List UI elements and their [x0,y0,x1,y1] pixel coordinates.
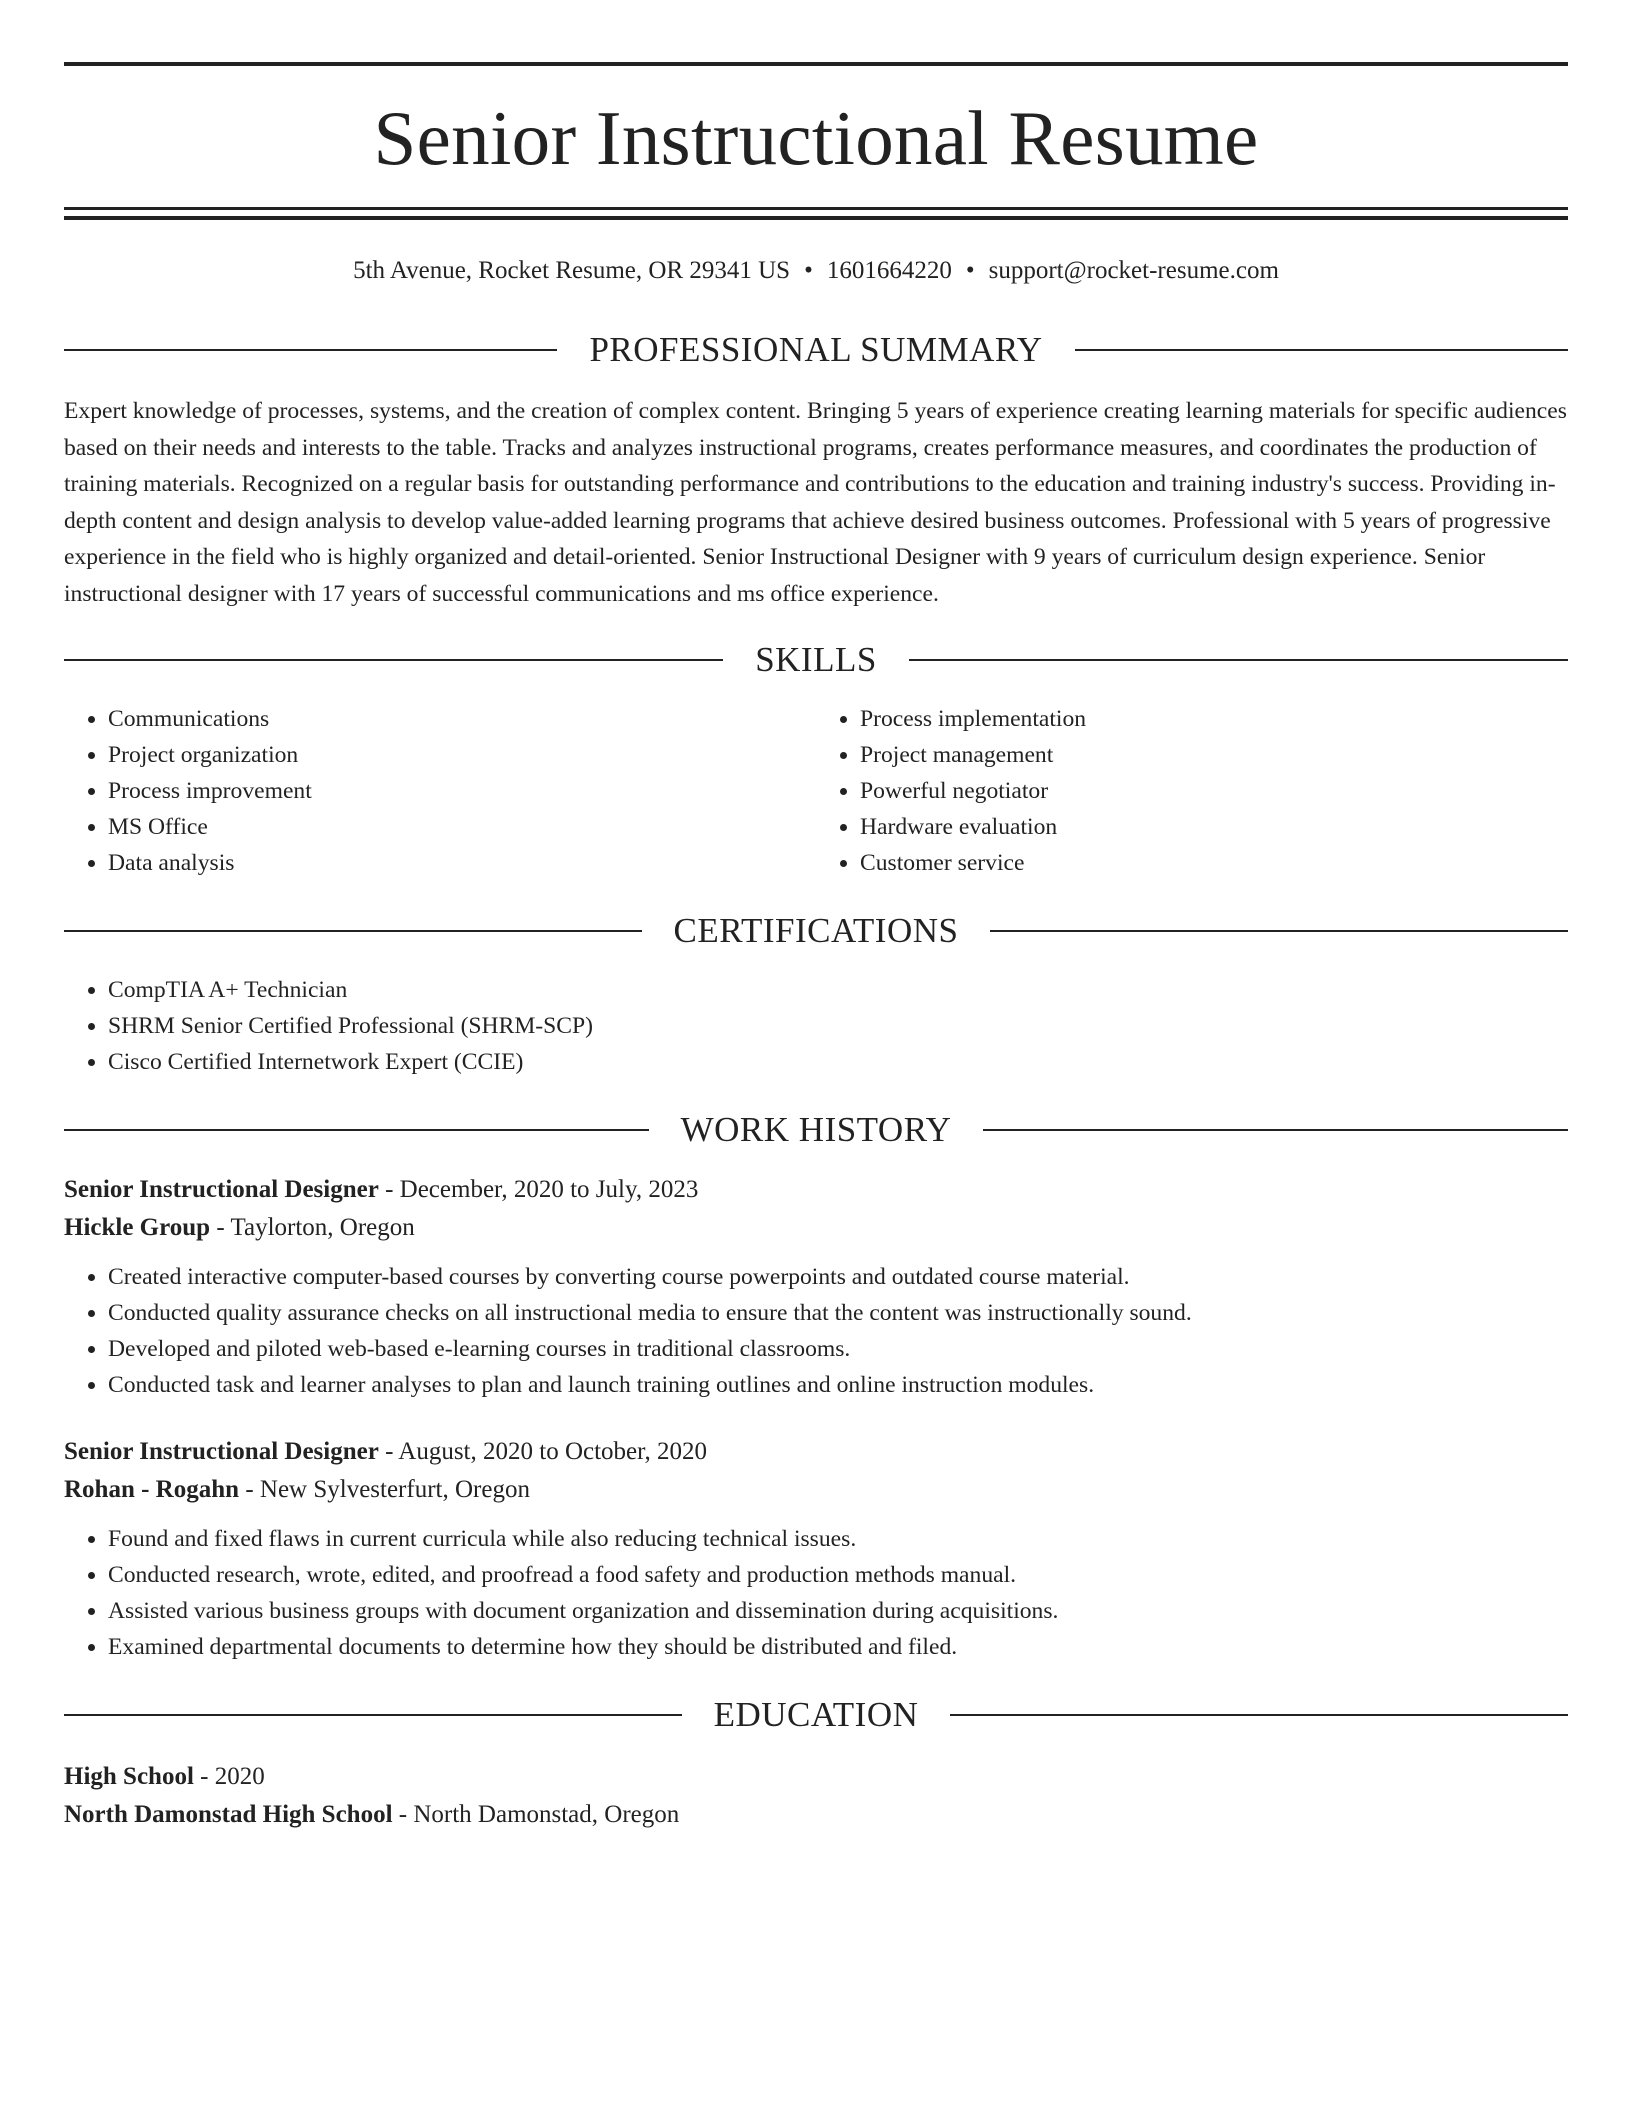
certification-item: • SHRM Senior Certified Professional (SHRM-SCP) [108,1008,1568,1044]
skill-item: • Hardware evaluation [860,809,1568,845]
contact-email: support@rocket-resume.com [988,257,1279,284]
certifications-heading [64,913,1568,948]
job-title-line [64,1171,1568,1209]
divider-line [64,1129,649,1131]
skill-item: • Powerful negotiator [860,773,1568,809]
certification-item: • CompTIA A+ Technician [108,972,1568,1008]
job-bullet: • Conducted quality assurance checks on all instructional media to ensure that the content was instructionally sound. [108,1295,1568,1331]
skill-item: • Customer service [860,845,1568,881]
skills-columns [64,701,1568,881]
job-entry [64,1433,1568,1665]
work-history-heading-text: WORK HISTORY [680,1110,952,1149]
divider-line [64,349,557,351]
job-title-line [64,1433,1568,1471]
education-degree: High School [64,1763,194,1790]
skill-item: • Process implementation [860,701,1568,737]
certifications-heading-text: CERTIFICATIONS [673,911,959,950]
education-school-line [64,1796,1568,1834]
job-title: Senior Instructional Designer [64,1176,379,1203]
contact-phone: 1601664220 [826,257,952,284]
skills-right-list [816,701,1568,881]
job-company-line [64,1471,1568,1509]
divider-line [1075,349,1568,351]
job-entry [64,1171,1568,1403]
job-bullets [64,1521,1568,1665]
job-bullet: • Conducted task and learner analyses to plan and launch training outlines and online instruction modules. [108,1367,1568,1403]
divider-line [64,659,723,661]
top-rule [64,62,1568,66]
job-company: Hickle Group [64,1214,211,1241]
summary-heading-text: PROFESSIONAL SUMMARY [589,330,1043,369]
job-bullet: • Created interactive computer-based courses by converting course powerpoints and outdated course material. [108,1259,1568,1295]
education-location: - North Damonstad, Oregon [392,1801,680,1828]
skill-item: • Communications [108,701,816,737]
education-heading-text: EDUCATION [713,1695,919,1734]
job-location: - New Sylvesterfurt, Oregon [239,1476,530,1503]
skills-heading [64,642,1568,677]
divider-line [64,930,642,932]
divider-line [950,1714,1568,1716]
job-company: Rohan - Rogahn [64,1476,240,1503]
job-bullet: • Conducted research, wrote, edited, and proofread a food safety and production methods manual. [108,1557,1568,1593]
job-title: Senior Instructional Designer [64,1438,379,1465]
education-school: North Damonstad High School [64,1801,393,1828]
job-location: - Taylorton, Oregon [210,1214,415,1241]
title-double-rule [64,207,1568,220]
skill-item: • Project management [860,737,1568,773]
resume-title: Senior Instructional Resume [373,95,1259,181]
summary-heading [64,332,1568,367]
divider-line [990,930,1568,932]
skill-item: • MS Office [108,809,816,845]
job-bullet: • Found and fixed flaws in current curricula while also reducing technical issues. [108,1521,1568,1557]
job-company-line [64,1209,1568,1247]
divider-line [64,1714,682,1716]
summary-text: Expert knowledge of processes, systems, and the creation of complex content. Bringing 5 years of experience creating learning materials for specific audiences based on their needs and interests to the table. Tracks and analyzes instructional programs, creates performance measures, and coordinates the production of training materials. Recognized on a regular basis for outstanding performance and contributions to the education and training industry's success. Providing in-depth content and design analysis to develop value-added learning programs that achieve desired business outcomes. Professional with 5 years of progressive experience in the field who is highly organized and detail-oriented. Senior Instructional Designer with 9 years of curriculum design experience. Senior instructional designer with 17 years of successful communications and ms office experience. [64,398,1567,607]
job-dates: - December, 2020 to July, 2023 [378,1176,699,1203]
skill-item: • Project organization [108,737,816,773]
skill-item: • Data analysis [108,845,816,881]
education-year: - 2020 [193,1763,265,1790]
education-entry [64,1758,1568,1834]
skill-item: • Process improvement [108,773,816,809]
contact-address: 5th Avenue, Rocket Resume, OR 29341 US [353,257,791,284]
education-degree-line [64,1758,1568,1796]
job-bullet: • Developed and piloted web-based e-learning courses in traditional classrooms. [108,1331,1568,1367]
job-bullets [64,1259,1568,1403]
job-bullet: • Examined departmental documents to determine how they should be distributed and filed. [108,1629,1568,1665]
contact-separator: • [804,257,813,284]
contact-separator: • [965,257,975,284]
certifications-ul [64,972,1568,1080]
divider-line [983,1129,1568,1131]
education-heading [64,1697,1568,1732]
job-dates: - August, 2020 to October, 2020 [378,1438,707,1465]
job-bullet: • Assisted various business groups with document organization and dissemination during acquisitions. [108,1593,1568,1629]
skills-heading-text: SKILLS [755,640,877,679]
contact-line [64,256,1568,286]
skills-left-list [64,701,816,881]
certification-item: • Cisco Certified Internetwork Expert (CCIE) [108,1044,1568,1080]
work-history-heading [64,1112,1568,1147]
certifications-list [64,972,1568,1080]
divider-line [909,659,1568,661]
